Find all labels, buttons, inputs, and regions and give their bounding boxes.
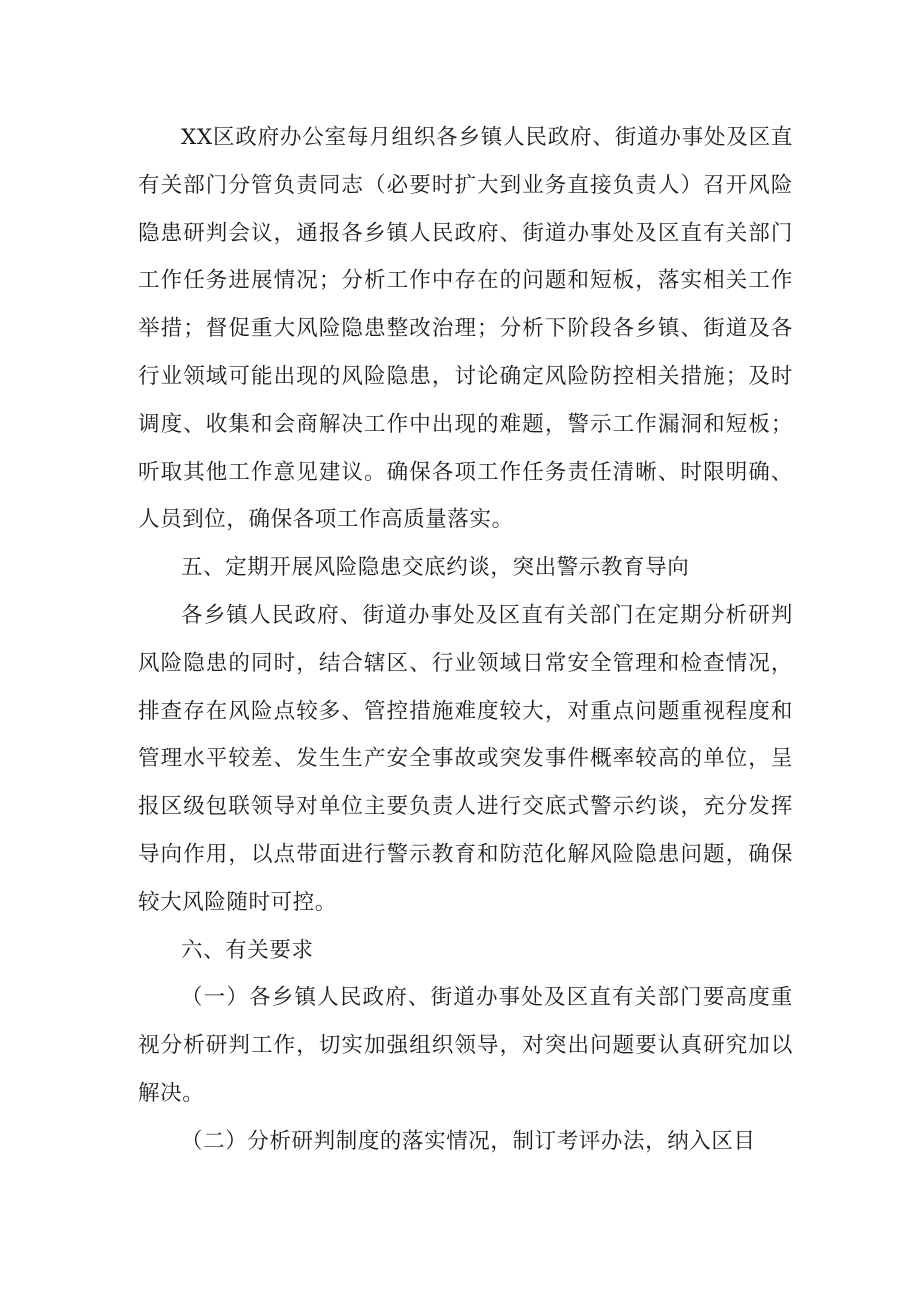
document-body xyxy=(138,114,793,1166)
paragraph-requirement-two: （二）分析研判制度的落实情况，制订考评办法，纳入区目 xyxy=(181,1128,756,1154)
section-heading-six: 六、有关要求 xyxy=(181,937,314,963)
paragraph-monthly-meeting: XX区政府办公室每月组织各乡镇人民政府、街道办事处及区直有关部门分管负责同志（必要时扩大到业务直接负责人）召开风险隐患研判会议，通报各乡镇人民政府、街道办事处及区直有关部门工作任务进展情况；分析工作中存在的问题和短板，落实相关工作举措；督促重大风险隐患整改治理；分析下阶段各乡镇、街道及各行业领域可能出现的风险隐患，讨论确定风险防控相关措施；及时调度、收集和会商解决工作中出现的难题，警示工作漏洞和短板；听取其他工作意见建议。确保各项工作任务责任清晰、时限明确、人员到位，确保各项工作高质量落实。 xyxy=(138,125,793,533)
paragraph-warning-interview: 各乡镇人民政府、街道办事处及区直有关部门在定期分析研判风险隐患的同时，结合辖区、行业领域日常安全管理和检查情况，排查存在风险点较多、管控措施难度较大，对重点问题重视程度和管理水平较差、发生生产安全事故或突发事件概率较高的单位，呈报区级包联领导对单位主要负责人进行交底式警示约谈，充分发挥导向作用，以点带面进行警示教育和防范化解风险隐患问题，确保较大风险随时可控。 xyxy=(138,602,793,915)
paragraph-requirement-one: （一）各乡镇人民政府、街道办事处及区直有关部门要高度重视分析研判工作，切实加强组织领导，对突出问题要认真研究加以解决。 xyxy=(138,985,793,1106)
section-heading-five: 五、定期开展风险隐患交底约谈，突出警示教育导向 xyxy=(181,555,690,581)
